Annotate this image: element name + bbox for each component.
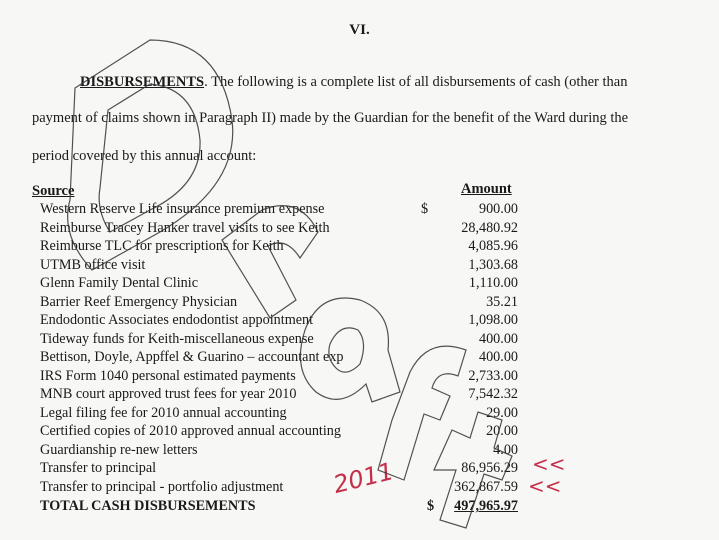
handwritten-arrow-mark: << [528,474,562,498]
row-source: Barrier Reef Emergency Physician [40,293,238,310]
table-row [40,200,520,218]
row-amount: 2,733.00 [468,367,518,384]
section-heading: VI. [349,22,370,38]
row-amount: 7,542.32 [468,386,518,402]
row-amount: 28,480.92 [461,219,518,236]
row-amount: 4.00 [493,441,518,458]
table-row [40,311,520,329]
table-row [40,459,520,477]
row-source: Reimburse TLC for prescriptions for Keith [40,238,284,254]
table-row [40,404,520,422]
table-row [40,274,520,292]
handwritten-year: 2011 [330,457,397,499]
total-label: TOTAL CASH DISBURSEMENTS [40,498,256,514]
paragraph-line-1-text: . The following is a complete list of all disbursements of cash (other than [204,74,628,90]
table-row [40,348,520,366]
table-row [40,219,520,237]
row-source: UTMB office visit [40,256,146,273]
row-amount: 4,085.96 [468,238,518,254]
row-source: Transfer to principal [40,460,157,476]
row-amount: 1,303.68 [468,256,518,273]
paragraph-line-1 [80,74,627,91]
table-row [40,293,520,311]
row-source: Bettison, Doyle, Appffel & Guarino – accountant exp [40,349,344,365]
row-source: Legal filing fee for 2010 annual accounting [40,404,287,421]
table-row [40,478,520,496]
paragraph-title: DISBURSEMENTS [80,74,205,90]
table-row [40,422,520,440]
row-amount: 86,956.29 [461,460,518,476]
total-amount: 497,965.97 [454,498,518,514]
row-amount: 400.00 [478,330,518,347]
row-source: Guardianship re-new letters [40,441,198,458]
table-row [40,330,520,348]
row-amount: 20.00 [486,423,518,439]
row-source: Endodontic Associates endodontist appointment [40,312,314,328]
row-amount: 400.00 [478,349,518,365]
total-row [40,497,520,515]
row-amount: 35.21 [486,293,518,310]
row-source: Certified copies of 2010 approved annual accounting [40,423,341,439]
row-amount: 29.00 [486,404,518,421]
row-amount: 1,110.00 [468,275,518,291]
table-row [40,256,520,274]
row-source: Western Reserve Life insurance premium expense [40,201,325,217]
row-amount: 362,867.59 [454,478,518,495]
row-amount: 900.00 [478,201,518,217]
row-source: Glenn Family Dental Clinic [40,275,199,291]
row-source: MNB court approved trust fees for year 2010 [40,386,297,402]
paragraph-line-2: payment of claims shown in Paragraph II) made by the Guardian for the benefit of the Ward during the [32,110,629,126]
row-amount: 1,098.00 [468,312,518,328]
paragraph-line-3: period covered by this annual account: [32,148,257,164]
amount-column-header: Amount [461,181,512,197]
table-row [40,385,520,403]
currency-symbol: $ [421,201,429,217]
row-source: Tideway funds for Keith-miscellaneous expense [40,330,314,347]
row-source: Reimburse Tracey Hanker travel visits to see Keith [40,219,330,236]
table-row [40,367,520,385]
row-source: IRS Form 1040 personal estimated payments [40,367,296,384]
table-row [40,441,520,459]
total-currency-symbol: $ [427,498,435,514]
table-row [40,237,520,255]
handwritten-arrow-mark: << [532,452,566,476]
row-source: Transfer to principal - portfolio adjustment [40,478,284,495]
source-column-header: Source [32,183,75,199]
